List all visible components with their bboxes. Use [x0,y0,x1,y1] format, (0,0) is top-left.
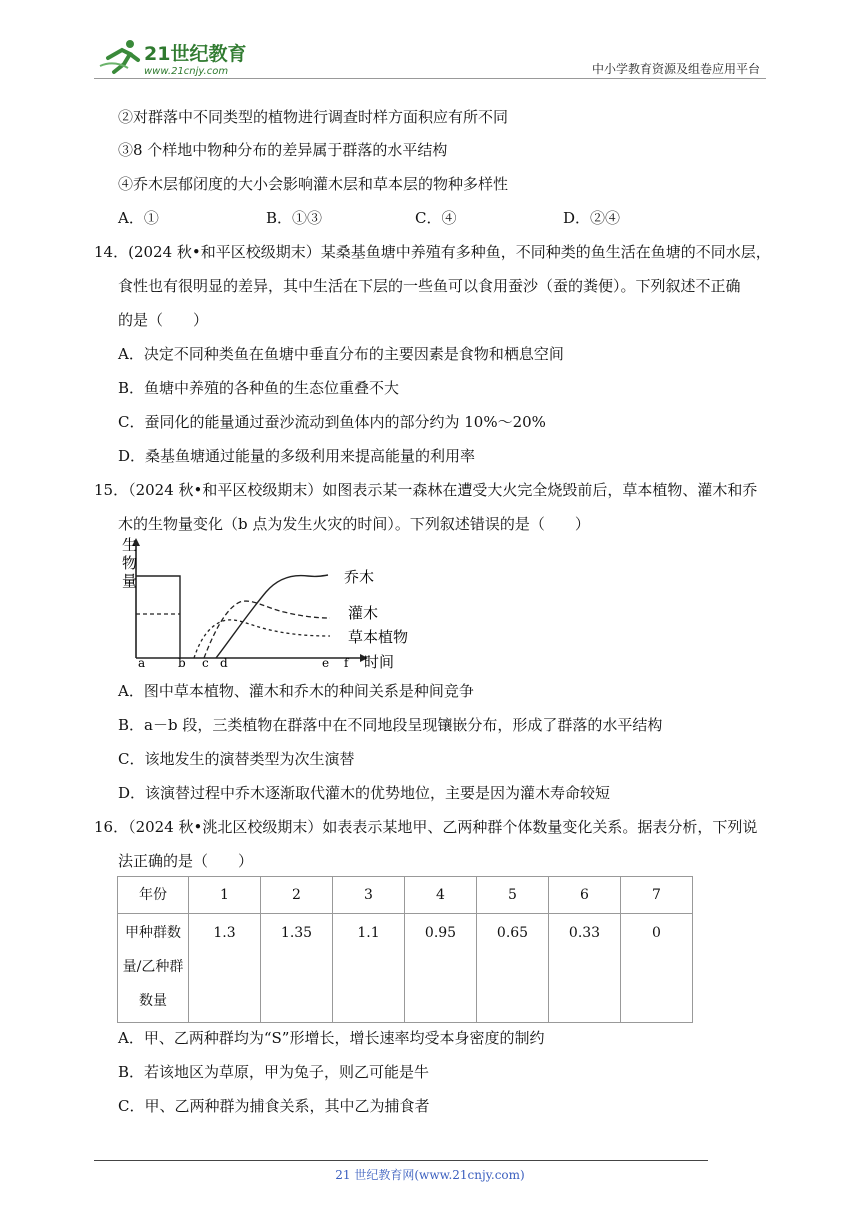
q16-option-c: C．甲、乙两种群为捕食关系，其中乙为捕食者 [118,1097,430,1115]
shrub-label: 灌木 [348,604,379,622]
q14-option-d: D．桑基鱼塘通过能量的多级利用来提高能量的利用率 [118,447,476,465]
q13-option-b: B．①③ [266,209,323,227]
q13-option-d: D．②④ [563,209,621,227]
tick-e: e [322,656,330,670]
ratio-header-line: 甲种群数 [125,925,181,941]
q15-option-a: A．图中草本植物、灌木和乔木的种间关系是种间竞争 [118,682,474,700]
q13-item-2: ②对群落中不同类型的植物进行调查时样方面积应有所不同 [118,108,509,126]
q13-item-3: ③8 个样地中物种分布的差异属于群落的水平结构 [118,141,448,159]
table-cell: 1 [189,877,261,914]
q15-option-d: D．该演替过程中乔木逐渐取代灌木的优势地位，主要是因为灌木寿命较短 [118,784,611,802]
footer-link[interactable]: 21 世纪教育网(www.21cnjy.com) [335,1168,525,1182]
population-table [117,876,693,1023]
tick-d: d [220,656,228,670]
table-cell: 0.65 [477,914,549,1023]
ratio-header-line: 量/乙种群 [122,959,184,975]
q14-option-c: C．蚕同化的能量通过蚕沙流动到鱼体内的部分约为 10%～20% [118,413,546,431]
table-cell: 1.35 [261,914,333,1023]
y-axis-label-2: 物 [122,554,138,572]
q14-option-a: A．决定不同种类鱼在鱼塘中垂直分布的主要因素是食物和栖息空间 [118,345,564,363]
tree-label: 乔木 [344,568,375,586]
q15-stem-line-2: 木的生物量变化（b 点为发生火灾的时间）。下列叙述错误的是（ ） [118,515,590,533]
site-logo [94,36,264,78]
svg-text:21世纪教育: 21世纪教育 [144,43,247,65]
table-cell: 5 [477,877,549,914]
table-cell: 1.1 [333,914,405,1023]
header-divider [94,78,766,79]
tick-b: b [178,656,186,670]
q13-item-4: ④乔木层郁闭度的大小会影响灌木层和草本层的物种多样性 [118,175,509,193]
table-cell: 1.3 [189,914,261,1023]
q16-stem-line-1: 16．（2024 秋•洮北区校级期末）如表表示某地甲、乙两种群个体数量变化关系。据表分析，下列说 [94,818,758,836]
platform-name: 中小学教育资源及组卷应用平台 [591,62,760,76]
herb-curve [194,620,330,658]
svg-text:www.21cnjy.com: www.21cnjy.com [144,66,229,77]
table-cell: 0.33 [549,914,621,1023]
tick-a: a [138,656,146,670]
q16-option-b: B．若该地区为草原，甲为兔子，则乙可能是牛 [118,1063,430,1081]
q14-stem-line-3: 的是（ ） [118,311,209,329]
footer-divider [94,1160,708,1161]
table-row [118,914,693,1023]
tree-curve [216,575,328,658]
y-axis-label-3: 量 [122,572,138,590]
q14-stem-line-1: 14．(2024 秋•和平区校级期末）某桑基鱼塘中养殖有多种鱼，不同种类的鱼生活在鱼塘的不同水层， [94,243,771,261]
q16-stem-line-2: 法正确的是（ ） [118,852,254,870]
ratio-header-cell [118,914,189,1023]
runner-logo-icon [94,36,264,78]
biomass-figure [116,536,422,672]
table-cell: 2 [261,877,333,914]
q13-option-a: A．① [118,209,159,227]
q15-option-c: C．该地发生的演替类型为次生演替 [118,750,355,768]
table-row [118,877,693,914]
q13-option-c: C．④ [415,209,457,227]
tree-prefire-line [136,576,180,658]
q16-option-a: A．甲、乙两种群均为“S”形增长，增长速率均受本身密度的制约 [118,1029,545,1047]
y-axis-label-1: 生 [122,536,138,554]
q14-option-b: B．鱼塘中养殖的各种鱼的生态位重叠不大 [118,379,400,397]
q14-stem-line-2: 食性也有很明显的差异，其中生活在下层的一些鱼可以食用蚕沙（蚕的粪便）。下列叙述不正确 [118,277,741,295]
table-cell: 3 [333,877,405,914]
tick-f: f [344,656,349,670]
ratio-header-line: 数量 [139,993,167,1009]
table-cell: 0.95 [405,914,477,1023]
x-axis-label: 时间 [364,653,395,671]
q15-option-b: B．a－b 段，三类植物在群落中在不同地段呈现镶嵌分布，形成了群落的水平结构 [118,716,663,734]
year-header-cell: 年份 [118,877,189,914]
table-cell: 0 [621,914,693,1023]
herb-label: 草本植物 [348,628,409,646]
table-cell: 4 [405,877,477,914]
tick-c: c [202,656,209,670]
table-cell: 7 [621,877,693,914]
q15-stem-line-1: 15．（2024 秋•和平区校级期末）如图表示某一森林在遭受大火完全烧毁前后，草本植物、灌木和乔 [94,481,758,499]
table-cell: 6 [549,877,621,914]
